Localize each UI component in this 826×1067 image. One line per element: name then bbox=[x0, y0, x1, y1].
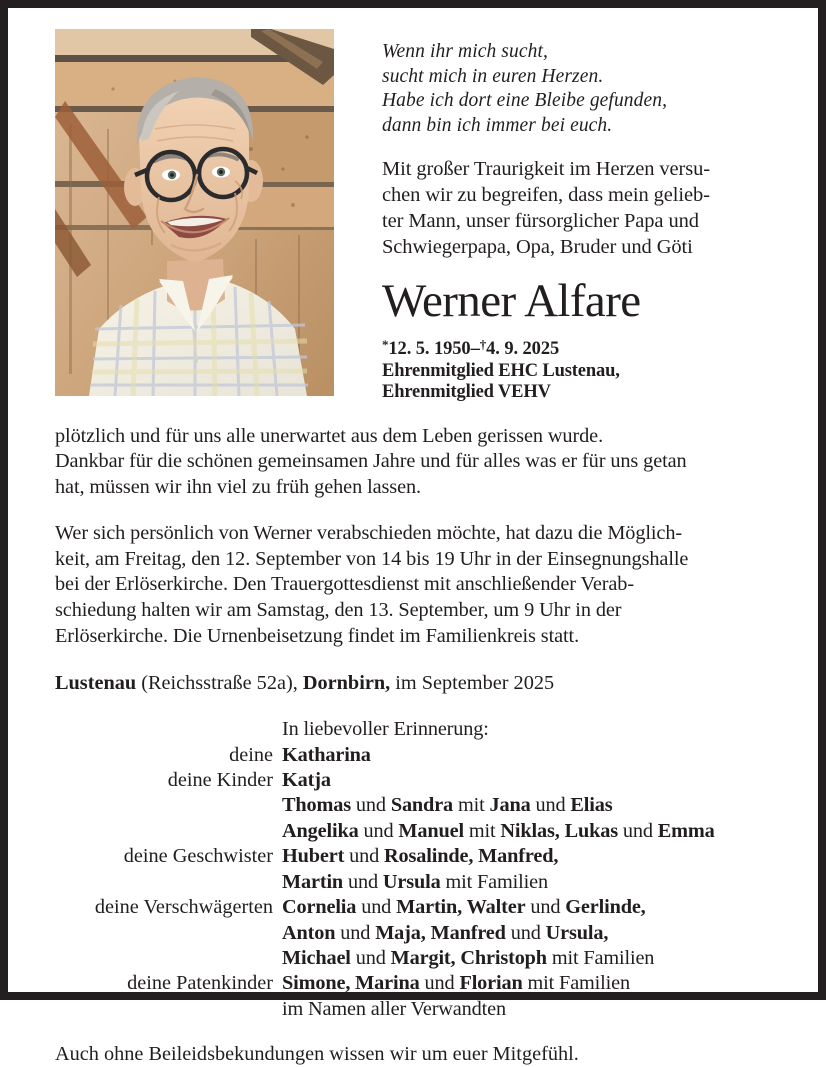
family-relation-label: deine bbox=[55, 743, 282, 768]
family-relation-label: deine Geschwister bbox=[55, 844, 282, 869]
honor-line: Ehrenmitglied VEHV bbox=[382, 382, 771, 404]
family-list bbox=[55, 717, 771, 1022]
family-member-name: Margit, Christoph bbox=[391, 947, 547, 969]
family-member-name: Cornelia bbox=[282, 896, 356, 918]
family-connector-text: und bbox=[356, 896, 396, 918]
family-relation-label: deine Verschwägerten bbox=[55, 895, 282, 920]
paragraph-line: Dankbar für die schönen gemeinsamen Jahre und für alles was er für uns getan bbox=[55, 449, 771, 475]
intro-line: Mit großer Traurigkeit im Herzen versu- bbox=[382, 156, 771, 182]
family-connector-text: im Namen aller Verwandten bbox=[282, 998, 506, 1020]
family-member-name: Ursula bbox=[383, 871, 441, 893]
family-row bbox=[55, 895, 771, 920]
family-member-name: Katja bbox=[282, 769, 331, 791]
place-and-date-line bbox=[55, 671, 771, 696]
family-names bbox=[282, 768, 771, 793]
notice-month-year: im September 2025 bbox=[390, 672, 554, 694]
intro-paragraph bbox=[382, 156, 771, 260]
paragraph-line: hat, müssen wir ihn viel zu früh gehen lassen. bbox=[55, 475, 771, 501]
family-row bbox=[55, 743, 771, 768]
paragraph-two bbox=[55, 521, 771, 649]
family-member-name: Florian bbox=[459, 972, 522, 994]
family-member-name: Maja, Manfred bbox=[375, 922, 506, 944]
poem-line: sucht mich in euren Herzen. bbox=[382, 65, 771, 90]
paragraph-line: Wer sich persönlich von Werner verabschieden möchte, hat dazu die Möglich- bbox=[55, 521, 771, 547]
family-names bbox=[282, 793, 771, 818]
family-member-name: Katharina bbox=[282, 744, 371, 766]
family-member-name: Rosalinde, Manfred, bbox=[384, 845, 558, 867]
family-row bbox=[55, 819, 771, 844]
family-heading-row bbox=[55, 717, 771, 742]
family-connector-text: und bbox=[335, 922, 375, 944]
paragraph-one bbox=[55, 424, 771, 501]
poem-line: Wenn ihr mich sucht, bbox=[382, 40, 771, 65]
honorary-memberships bbox=[382, 361, 771, 404]
family-member-name: Anton bbox=[282, 922, 335, 944]
family-member-name: Hubert bbox=[282, 845, 344, 867]
intro-line: chen wir zu begreifen, dass mein gelieb- bbox=[382, 182, 771, 208]
intro-line: ter Mann, unser fürsorglicher Papa und bbox=[382, 208, 771, 234]
family-member-name: Angelika bbox=[282, 820, 359, 842]
intro-line: Schwiegerpapa, Opa, Bruder und Göti bbox=[382, 234, 771, 260]
family-row bbox=[55, 793, 771, 818]
poem-line: dann bin ich immer bei euch. bbox=[382, 114, 771, 139]
family-names bbox=[282, 870, 771, 895]
family-row bbox=[55, 946, 771, 971]
family-connector-text: mit bbox=[453, 794, 489, 816]
family-member-name: Jana bbox=[489, 794, 530, 816]
family-connector-text: und bbox=[525, 896, 565, 918]
family-member-name: Niklas, Lukas bbox=[500, 820, 618, 842]
family-connector-text: und bbox=[343, 871, 383, 893]
paragraph-line: plötzlich und für uns alle unerwartet aus dem Leben gerissen wurde. bbox=[55, 424, 771, 450]
header-text-column bbox=[334, 29, 771, 404]
family-member-name: Gerlinde, bbox=[565, 896, 645, 918]
family-row bbox=[55, 768, 771, 793]
family-connector-text: mit bbox=[464, 820, 500, 842]
death-cross-icon: † bbox=[480, 337, 486, 352]
family-relation-label: deine Kinder bbox=[55, 768, 282, 793]
family-row bbox=[55, 844, 771, 869]
paragraph-line: Erlöserkirche. Die Urnenbeisetzung findet im Familienkreis statt. bbox=[55, 624, 771, 650]
family-connector-text: mit Familien bbox=[547, 947, 654, 969]
family-member-name: Martin, Walter bbox=[396, 896, 525, 918]
memorial-poem bbox=[382, 40, 771, 138]
city-primary: Lustenau bbox=[55, 672, 136, 694]
family-connector-text: und bbox=[351, 794, 391, 816]
paragraph-line: bei der Erlöserkirche. Den Trauergottesdienst mit anschließender Verab- bbox=[55, 572, 771, 598]
family-member-name: Thomas bbox=[282, 794, 351, 816]
city-secondary: Dornbirn, bbox=[303, 672, 390, 694]
family-member-name: Elias bbox=[570, 794, 612, 816]
paragraph-line: keit, am Freitag, den 12. September von 14 bis 19 Uhr in der Einsegnungshalle bbox=[55, 547, 771, 573]
family-row bbox=[55, 870, 771, 895]
header-area bbox=[55, 29, 771, 404]
family-connector-text: und bbox=[351, 947, 391, 969]
family-connector-text: mit Familien bbox=[523, 972, 630, 994]
family-member-name: Ursula, bbox=[546, 922, 609, 944]
deceased-name: Werner Alfare bbox=[382, 275, 771, 328]
family-member-name: Michael bbox=[282, 947, 351, 969]
life-dates bbox=[382, 334, 771, 361]
family-connector-text: mit Familien bbox=[441, 871, 548, 893]
family-member-name: Simone, Marina bbox=[282, 972, 420, 994]
family-connector-text: und bbox=[506, 922, 546, 944]
poem-line: Habe ich dort eine Bleibe gefunden, bbox=[382, 89, 771, 114]
family-row bbox=[55, 971, 771, 996]
birth-star-icon: * bbox=[382, 337, 388, 352]
street-address: (Reichsstraße 52a), bbox=[136, 672, 303, 694]
family-row bbox=[55, 921, 771, 946]
family-member-name: Emma bbox=[658, 820, 715, 842]
portrait-photo bbox=[55, 29, 334, 396]
honor-line: Ehrenmitglied EHC Lustenau, bbox=[382, 361, 771, 383]
family-names bbox=[282, 946, 771, 971]
family-member-name: Sandra bbox=[391, 794, 453, 816]
family-names bbox=[282, 844, 771, 869]
family-connector-text: und bbox=[531, 794, 571, 816]
paragraph-line: schiedung halten wir am Samstag, den 13. September, um 9 Uhr in der bbox=[55, 598, 771, 624]
family-member-name: Martin bbox=[282, 871, 343, 893]
family-rows-container bbox=[55, 743, 771, 1022]
family-names bbox=[282, 743, 771, 768]
family-heading: In liebevoller Erinnerung: bbox=[282, 717, 771, 742]
portrait-photo-graphic bbox=[55, 29, 334, 396]
family-row bbox=[55, 997, 771, 1022]
family-relation-label: deine Patenkinder bbox=[55, 971, 282, 996]
family-names bbox=[282, 819, 771, 844]
family-connector-text: und bbox=[359, 820, 399, 842]
family-connector-text: und bbox=[618, 820, 658, 842]
family-connector-text: und bbox=[420, 972, 460, 994]
family-connector-text: und bbox=[344, 845, 384, 867]
closing-line: Auch ohne Beileidsbekundungen wissen wir um euer Mitgefühl. bbox=[55, 1042, 771, 1067]
birth-date: 12. 5. 1950 bbox=[388, 339, 470, 359]
family-names bbox=[282, 971, 771, 996]
body-text bbox=[55, 424, 771, 1067]
family-names bbox=[282, 921, 771, 946]
family-names bbox=[282, 997, 771, 1022]
notice-inner bbox=[8, 8, 818, 992]
death-date: 4. 9. 2025 bbox=[486, 339, 559, 359]
date-separator: – bbox=[471, 339, 480, 359]
family-member-name: Manuel bbox=[398, 820, 464, 842]
family-names bbox=[282, 895, 771, 920]
